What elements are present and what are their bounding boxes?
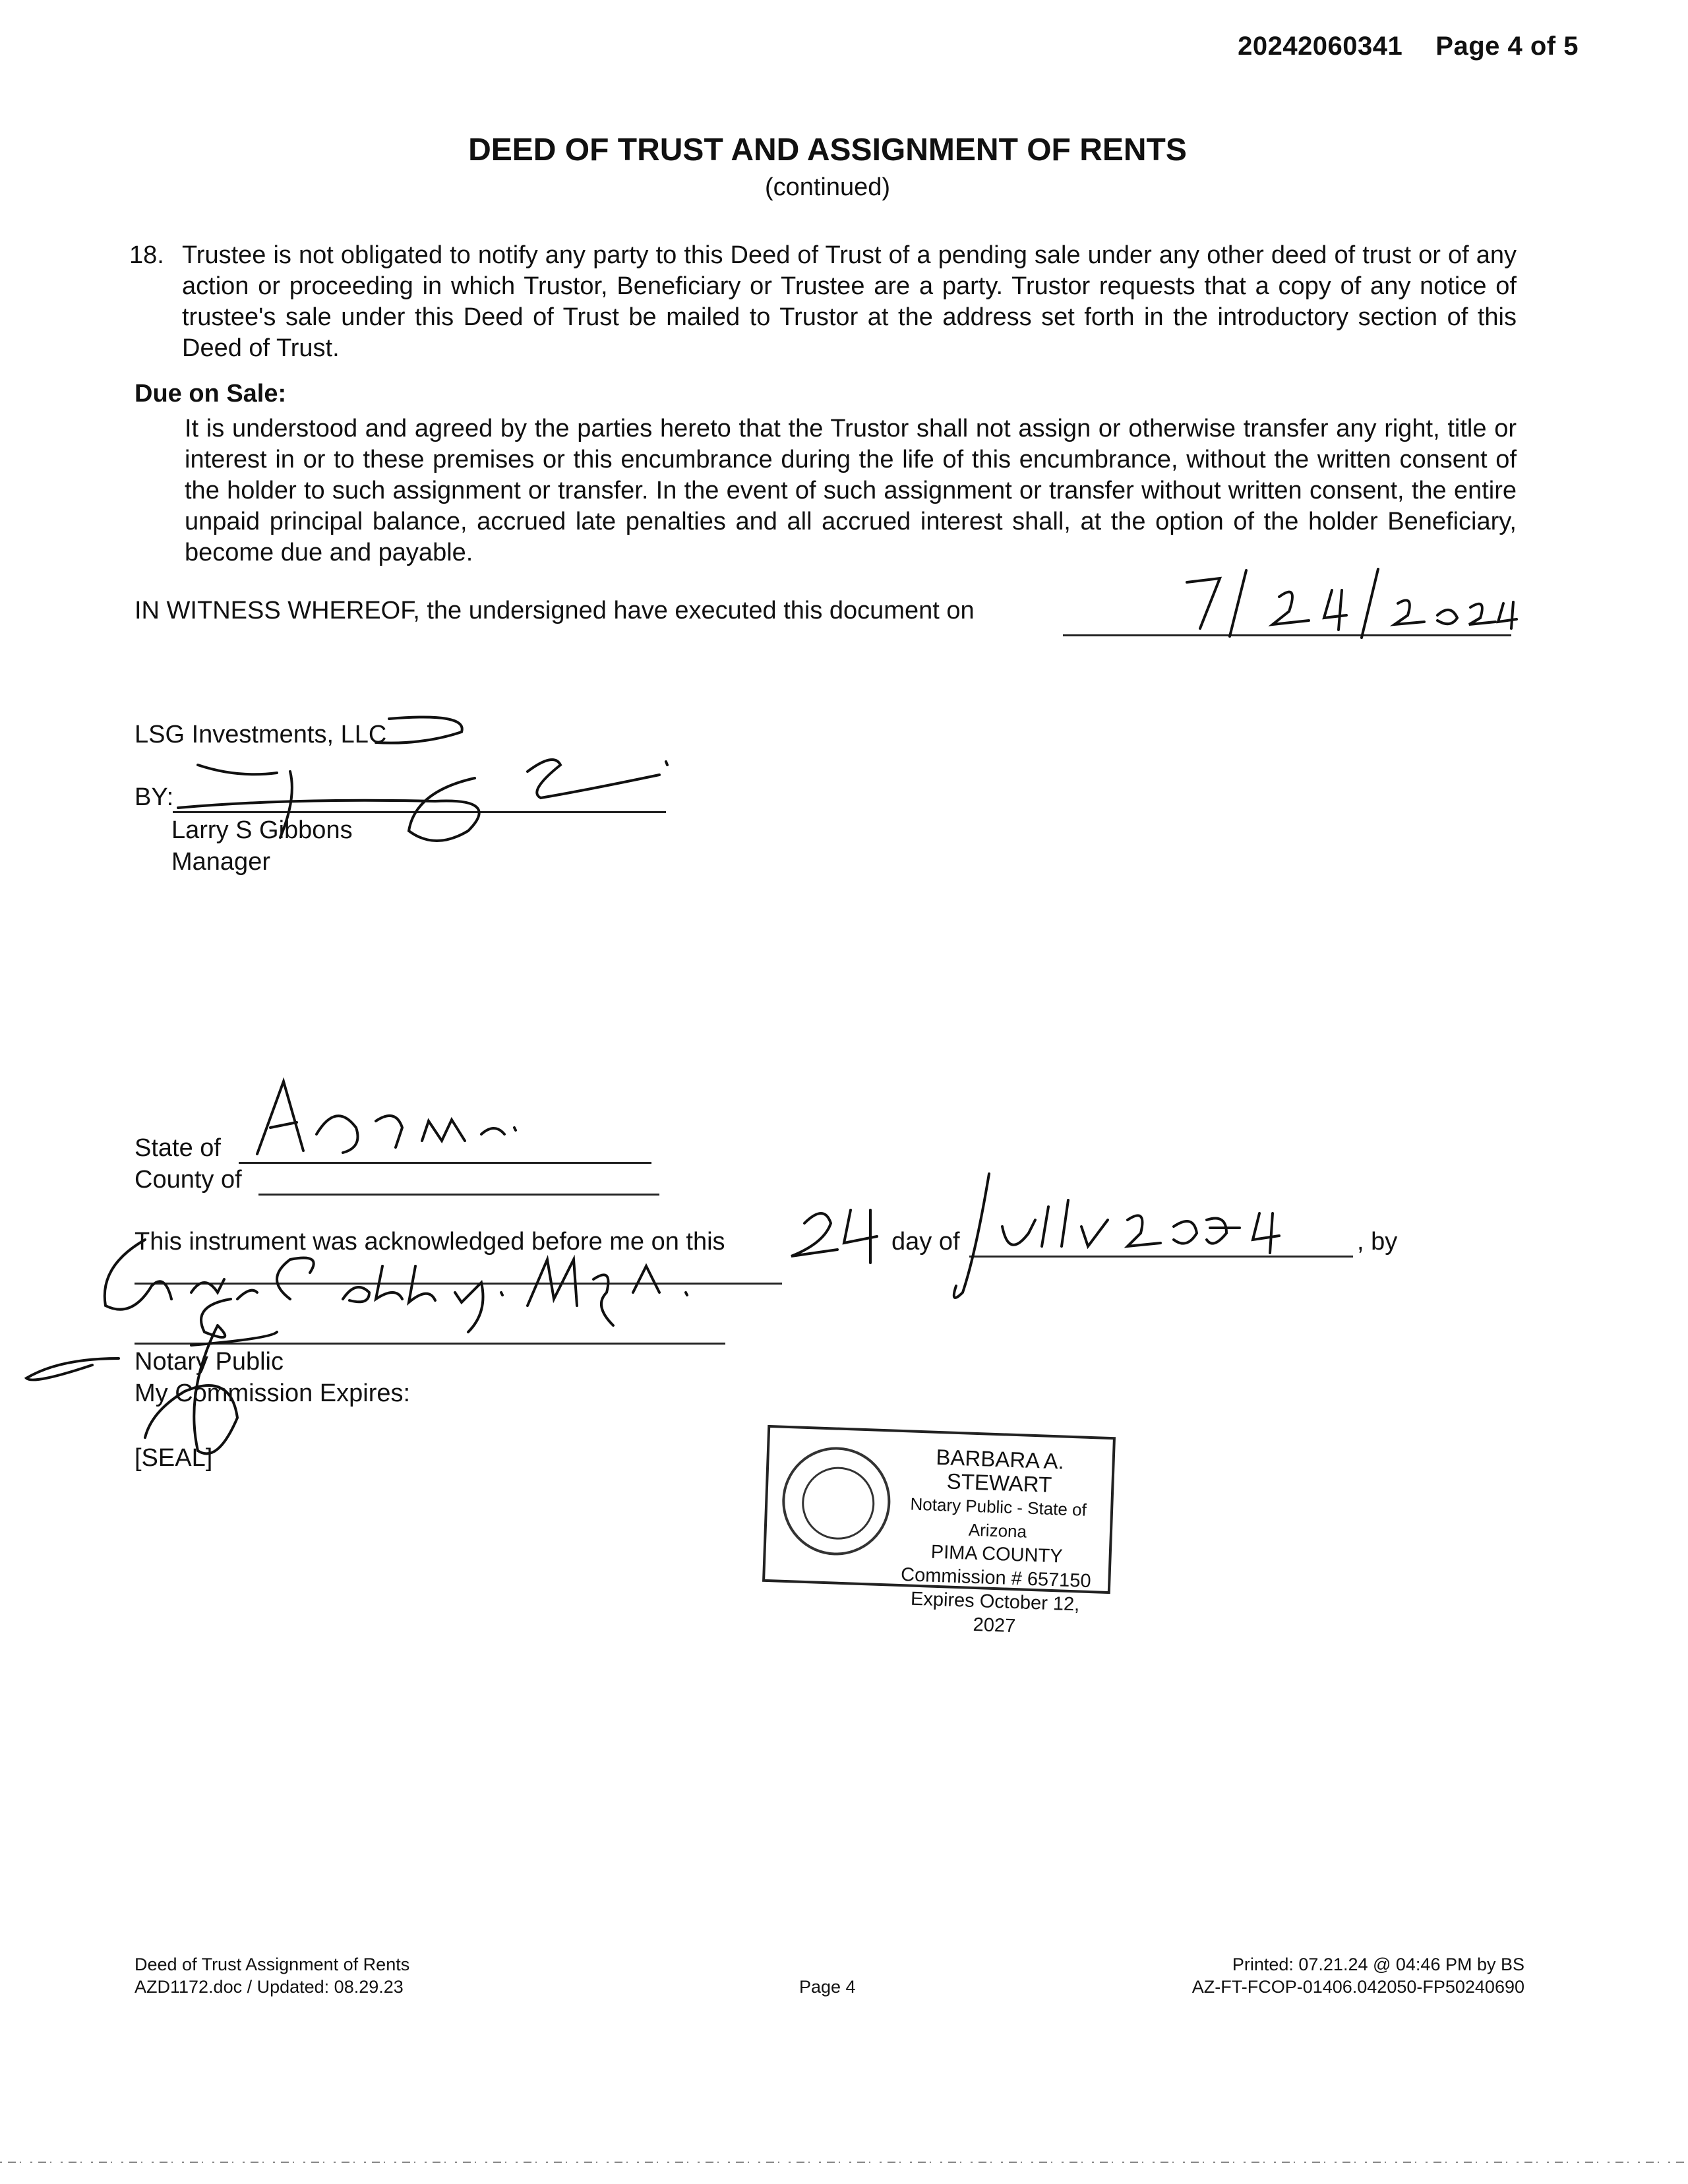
stamp-county: PIMA COUNTY bbox=[930, 1541, 1064, 1567]
paragraph-18-text: Trustee is not obligated to notify any party to this Deed of Trust of a pending sale under any other deed of trust or of any action or proceeding in which Trustor, Beneficiary or Trustee are a party. Trustor requests that a copy of any notice of trustee's sale under this Deed of Trust be mailed to Trustor at the address set forth in the introductory section of this Deed of Trust. bbox=[182, 241, 1517, 362]
paragraph-number: 18. bbox=[129, 241, 164, 269]
paragraph-18 bbox=[129, 240, 1517, 364]
notary-public-label: Notary Public bbox=[135, 1348, 284, 1376]
state-seal-icon bbox=[781, 1445, 893, 1558]
acknowledgment-phrase: This instrument was acknowledged before me on this bbox=[135, 1228, 725, 1256]
stamp-notary-title: Notary Public - State of Arizona bbox=[910, 1494, 1087, 1542]
due-on-sale-text: It is understood and agreed by the parties hereto that the Trustor shall not assign or otherwise transfer any right, title or interest in or to these premises or this encumbrance during the life of this encumbrance, without the written consent of the holder to such assignment or transfer. In the event of such assignment or transfer without written consent, the entire unpaid principal balance, accrued late penalties and all accrued interest shall, at the option of the holder Beneficiary, become due and payable. bbox=[185, 415, 1517, 566]
page-indicator: Page 4 of 5 bbox=[1435, 32, 1579, 61]
document-number: 20242060341 bbox=[1238, 32, 1403, 61]
footer-page-number: Page 4 bbox=[799, 1977, 856, 1997]
county-label: County of bbox=[135, 1166, 242, 1194]
handwritten-day bbox=[785, 1197, 884, 1269]
state-label: State of bbox=[135, 1134, 221, 1162]
signer-name: Larry S Gibbons bbox=[171, 816, 353, 844]
witness-statement: IN WITNESS WHEREOF, the undersigned have executed this document on bbox=[135, 597, 975, 624]
by-trailer: , by bbox=[1357, 1228, 1398, 1256]
notary-signature bbox=[20, 1286, 316, 1484]
by-label: BY: bbox=[135, 783, 174, 811]
handwritten-state bbox=[244, 1075, 541, 1174]
footer-left bbox=[135, 1953, 409, 1998]
document-subtitle: (continued) bbox=[764, 173, 891, 201]
document-title: DEED OF TRUST AND ASSIGNMENT OF RENTS bbox=[468, 133, 1187, 167]
stamp-expiration: Expires October 12, 2027 bbox=[910, 1588, 1080, 1637]
handwritten-date bbox=[1174, 564, 1543, 643]
signature-larry-gibbons bbox=[158, 699, 699, 857]
due-on-sale-heading: Due on Sale: bbox=[135, 380, 287, 408]
footer-doc-file: AZD1172.doc / Updated: 08.29.23 bbox=[135, 1977, 404, 1997]
stamp-commission-number: Commission # 657150 bbox=[900, 1564, 1092, 1592]
page-header bbox=[1238, 32, 1579, 61]
day-of-label: day of bbox=[891, 1228, 960, 1256]
footer-reference: AZ-FT-FCOP-01406.042050-FP50240690 bbox=[1191, 1977, 1524, 1997]
footer-right bbox=[1192, 1953, 1524, 1998]
county-line bbox=[258, 1194, 659, 1196]
stamp-notary-name: BARBARA A. STEWART bbox=[935, 1444, 1065, 1497]
company-name: LSG Investments, LLC bbox=[135, 721, 387, 748]
commission-expires-label: My Commission Expires: bbox=[135, 1380, 411, 1407]
footer-doc-name: Deed of Trust Assignment of Rents bbox=[135, 1955, 410, 1974]
footer-printed: Printed: 07.21.24 @ 04:46 PM by BS bbox=[1232, 1955, 1524, 1974]
handwritten-month-year bbox=[950, 1167, 1319, 1312]
scan-artifact bbox=[0, 2156, 1688, 2168]
signer-role: Manager bbox=[171, 848, 270, 876]
notary-stamp bbox=[762, 1425, 1116, 1637]
seal-label: [SEAL] bbox=[135, 1444, 213, 1472]
